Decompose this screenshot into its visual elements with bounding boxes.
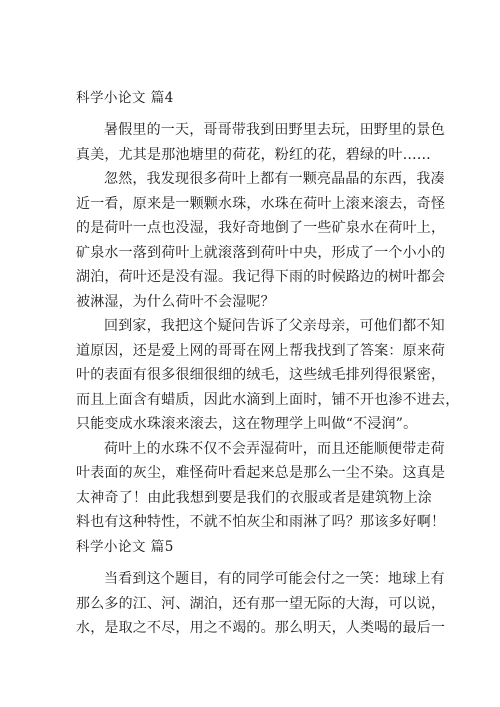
section-heading: 科学小论文 篇4 (76, 90, 174, 106)
text-line: 那么多的江、河、湖泊，还有那一望无际的大海，可以说， (76, 595, 446, 612)
paragraph-1 (76, 118, 445, 167)
text-line: 回到家，我把这个疑问告诉了父亲母亲，可他们都不知 (104, 318, 445, 334)
text-line: 当看到这个题目，有的同学可能会付之一笑：地球上有 (104, 571, 445, 587)
text-line: 只能变成水珠滚来滚去，这在物理学上叫做“不浸润”。 (76, 416, 418, 432)
text-line: 叶表面的灰尘，难怪荷叶看起来总是那么一尘不染。这真是 (76, 465, 446, 481)
paragraph-2 (76, 167, 446, 314)
paragraph-4 (76, 437, 446, 535)
essay-section-4 (76, 88, 460, 535)
text-line: 料也有这种特性，不就不怕灰尘和雨淋了吗？那该多好啊！ (76, 514, 446, 530)
text-line: 的是荷叶一点也没湿，我好奇地倒了一些矿泉水在荷叶上， (76, 220, 446, 236)
paragraph-1 (76, 567, 446, 641)
text-line: 真美，尤其是那池塘里的荷花，粉红的花，碧绿的叶…… (76, 146, 431, 163)
text-line: 太神奇了！由此我想到要是我们的衣服或者是建筑物上涂 (76, 489, 432, 506)
paragraph-3 (76, 314, 460, 437)
essay-section-5 (76, 537, 446, 641)
section-heading: 科学小论文 篇5 (76, 539, 174, 555)
text-line: 荷叶上的水珠不仅不会弄湿荷叶，而且还能顺便带走荷 (104, 440, 445, 457)
text-line: 道原因，还是爱上网的哥哥在网上帮我找到了答案：原来荷 (76, 342, 446, 359)
text-line: 湖泊，荷叶还是没有湿。我记得下雨的时候路边的树叶都会 (76, 269, 446, 285)
text-line: 叶的表面有很多很细很细的绒毛，这些绒毛排列得很紧密， (76, 367, 446, 383)
text-line: 忽然，我发现很多荷叶上都有一颗亮晶晶的东西，我凑 (104, 171, 445, 187)
text-line: 暑假里的一天，哥哥带我到田野里去玩，田野里的景色 (104, 122, 445, 138)
text-line: 被淋湿，为什么荷叶不会湿呢？ (76, 293, 275, 310)
text-line: 水，是取之不尽，用之不竭的。那么明天，人类喝的最后一 (76, 620, 446, 636)
text-line: 矿泉水一落到荷叶上就滚落到荷叶中央，形成了一个小小的 (76, 244, 446, 261)
text-line: 近一看，原来是一颗颗水珠，水珠在荷叶上滚来滚去，奇怪 (76, 195, 446, 212)
text-line: 而且上面含有蜡质，因此水滴到上面时，铺不开也渗不进去， (76, 391, 460, 408)
